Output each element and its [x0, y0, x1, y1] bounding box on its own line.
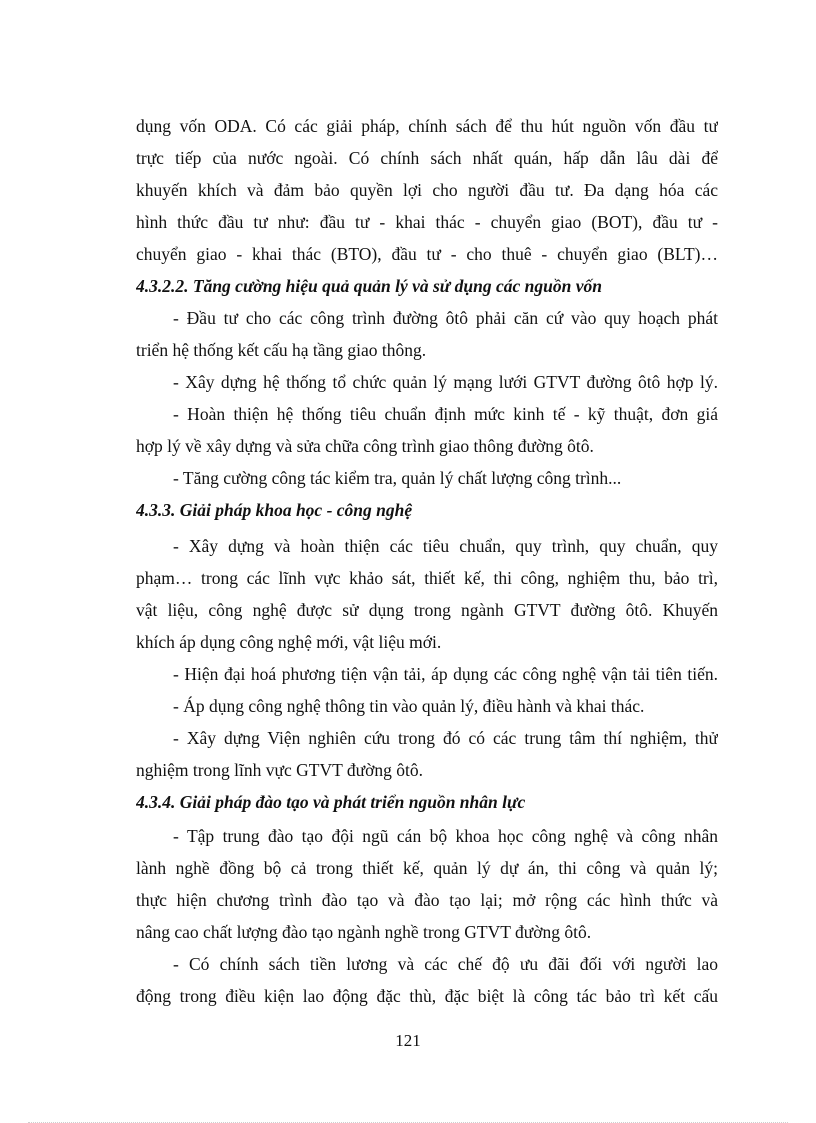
text-line: - Hiện đại hoá phương tiện vận tải, áp dụng các công nghệ vận tải tiên tiến. [173, 664, 718, 684]
text-line: nghiệm trong lĩnh vực GTVT đường ôtô. [136, 760, 423, 780]
section-heading: 4.3.2.2. Tăng cường hiệu quả quản lý và sử dụng các nguồn vốn [136, 276, 602, 296]
text-line: lành nghề đồng bộ cả trong thiết kế, quản lý dự án, thi công và quản lý; [136, 858, 718, 878]
text-line: hình thức đầu tư như: đầu tư - khai thác - chuyển giao (BOT), đầu tư - [136, 212, 718, 232]
text-line: - Tăng cường công tác kiểm tra, quản lý chất lượng công trình... [173, 468, 622, 488]
page-number: 121 [395, 1031, 421, 1050]
text-line: khuyến khích và đảm bảo quyền lợi cho người đầu tư. Đa dạng hóa các [136, 180, 718, 200]
text-line: nâng cao chất lượng đào tạo ngành nghề trong GTVT đường ôtô. [136, 922, 592, 942]
text-line: - Áp dụng công nghệ thông tin vào quản lý, điều hành và khai thác. [173, 696, 645, 716]
text-line: dụng vốn ODA. Có các giải pháp, chính sách để thu hút nguồn vốn đầu tư [136, 116, 718, 136]
text-line: thực hiện chương trình đào tạo và đào tạo lại; mở rộng các hình thức và [136, 890, 718, 910]
text-line: chuyển giao - khai thác (BTO), đầu tư - cho thuê - chuyển giao (BLT)… [136, 244, 718, 264]
text-line: triển hệ thống kết cấu hạ tầng giao thông. [136, 340, 427, 360]
text-line: khích áp dụng công nghệ mới, vật liệu mới. [136, 632, 442, 652]
section-heading: 4.3.3. Giải pháp khoa học - công nghệ [136, 500, 413, 520]
text-line: vật liệu, công nghệ được sử dụng trong ngành GTVT đường ôtô. Khuyến [136, 600, 718, 620]
text-line: - Hoàn thiện hệ thống tiêu chuẩn định mức kinh tế - kỹ thuật, đơn giá [173, 404, 718, 424]
text-line: hợp lý về xây dựng và sửa chữa công trình giao thông đường ôtô. [136, 436, 594, 456]
text-line: - Có chính sách tiền lương và các chế độ ưu đãi đối với người lao [173, 954, 718, 974]
text-line: - Xây dựng hệ thống tổ chức quản lý mạng lưới GTVT đường ôtô hợp lý. [173, 372, 718, 392]
text-line: - Xây dựng Viện nghiên cứu trong đó có các trung tâm thí nghiệm, thử [173, 728, 718, 748]
text-line: động trong điều kiện lao động đặc thù, đặc biệt là công tác bảo trì kết cấu [136, 986, 718, 1006]
text-line: - Tập trung đào tạo đội ngũ cán bộ khoa học công nghệ và công nhân [173, 826, 718, 846]
text-line: trực tiếp của nước ngoài. Có chính sách nhất quán, hấp dẫn lâu dài để [136, 148, 718, 168]
section-heading: 4.3.4. Giải pháp đào tạo và phát triển nguồn nhân lực [136, 792, 526, 812]
text-line: - Đầu tư cho các công trình đường ôtô phải căn cứ vào quy hoạch phát [173, 308, 718, 328]
text-line: - Xây dựng và hoàn thiện các tiêu chuẩn, quy trình, quy chuẩn, quy [173, 536, 718, 556]
text-line: phạm… trong các lĩnh vực khảo sát, thiết kế, thi công, nghiệm thu, bảo trì, [136, 568, 718, 588]
